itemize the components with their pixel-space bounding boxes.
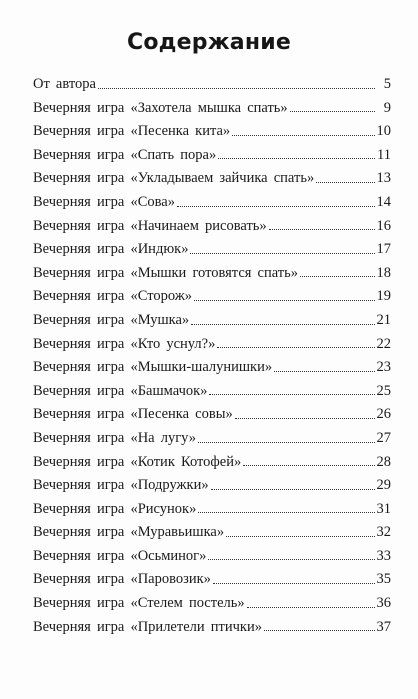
- toc-entry: [33, 545, 391, 569]
- toc-entry-title: Вечерняя игра «Осьминог»: [33, 547, 207, 564]
- toc-entry-page-number: 27: [376, 429, 391, 446]
- toc-entry: [33, 309, 391, 333]
- toc-entry: [33, 120, 391, 144]
- toc-entry-page-number: 37: [376, 618, 391, 635]
- dot-leader: [211, 488, 375, 490]
- toc-entry: [33, 498, 391, 522]
- toc-entry-title: Вечерняя игра «Стелем постель»: [33, 595, 245, 612]
- toc-entry: [33, 167, 391, 191]
- toc-entry: [33, 356, 391, 380]
- dot-leader: [198, 511, 374, 513]
- toc-entry-page-number: 31: [376, 500, 391, 517]
- toc-entry: [33, 380, 391, 404]
- toc-entry: [33, 616, 391, 640]
- toc-entry-title: Вечерняя игра «На лугу»: [33, 429, 197, 446]
- dot-leader: [191, 323, 374, 325]
- page-title: Содержание: [127, 30, 291, 55]
- dot-leader: [198, 441, 374, 443]
- toc-entry: [33, 215, 391, 239]
- toc-entry-title: Вечерняя игра «Мышки-шалунишки»: [33, 359, 273, 376]
- toc-entry-page-number: 9: [383, 99, 391, 116]
- toc-entry-title: Вечерняя игра «Мушка»: [33, 311, 190, 328]
- toc-entry-page-number: 35: [376, 571, 391, 588]
- dot-leader: [213, 582, 375, 584]
- toc-entry: [33, 568, 391, 592]
- toc-entry-page-number: 16: [376, 217, 391, 234]
- toc-entry-title: Вечерняя игра «Кто уснул?»: [33, 335, 216, 352]
- toc-entry-title: Вечерняя игра «Сторож»: [33, 288, 192, 305]
- toc-entry-title: Вечерняя игра «Спать пора»: [33, 146, 217, 163]
- toc-entry-title: Вечерняя игра «Котик Котофей»: [33, 453, 242, 470]
- dot-leader: [218, 157, 375, 159]
- toc-entry-title: Вечерняя игра «Башмачок»: [33, 382, 208, 399]
- toc-entry-title: Вечерняя игра «Песенка кита»: [33, 123, 231, 140]
- dot-leader: [264, 629, 375, 631]
- toc-entry-title: Вечерняя игра «Паровозик»: [33, 571, 211, 588]
- dot-leader: [269, 228, 375, 230]
- toc-entry: [33, 262, 391, 286]
- toc-entry-page-number: 14: [376, 193, 391, 210]
- toc-entry-page-number: 22: [376, 335, 391, 352]
- toc-entry: [33, 427, 391, 451]
- toc-entry-title: Вечерняя игра «Захотела мышка спать»: [33, 99, 288, 116]
- dot-leader: [190, 252, 374, 254]
- dot-leader: [247, 606, 375, 608]
- dot-leader: [300, 275, 374, 277]
- dot-leader: [209, 393, 374, 395]
- toc-entry-title: Вечерняя игра «Подружки»: [33, 477, 209, 494]
- toc-entry-page-number: 26: [376, 406, 391, 423]
- toc-entry-page-number: 33: [376, 547, 391, 564]
- dot-leader: [208, 558, 374, 560]
- toc-entry: [33, 333, 391, 357]
- toc-entry-page-number: 23: [376, 359, 391, 376]
- toc-entry: [33, 592, 391, 616]
- toc-entry: [33, 285, 391, 309]
- toc-entry-page-number: 17: [376, 241, 391, 258]
- toc-entry-page-number: 11: [377, 146, 391, 163]
- toc-entry-title: Вечерняя игра «Муравьишка»: [33, 524, 225, 541]
- toc-entry-page-number: 25: [376, 382, 391, 399]
- toc-entry-title: Вечерняя игра «Укладываем зайчика спать»: [33, 170, 315, 187]
- dot-leader: [274, 370, 374, 372]
- toc-entry-title: Вечерняя игра «Мышки готовятся спать»: [33, 264, 299, 281]
- dot-leader: [217, 346, 374, 348]
- toc-entry-title: Вечерняя игра «Песенка совы»: [33, 406, 233, 423]
- dot-leader: [232, 134, 374, 136]
- dot-leader: [177, 205, 375, 207]
- dot-leader: [290, 110, 375, 112]
- dot-leader: [194, 299, 375, 301]
- toc-entry-title: Вечерняя игра «Сова»: [33, 193, 175, 210]
- toc-entry-page-number: 19: [376, 288, 391, 305]
- toc-entry-title: Вечерняя игра «Прилетели птички»: [33, 618, 262, 635]
- toc-entry-title: От автора: [33, 76, 96, 92]
- toc-entry: [33, 521, 391, 545]
- dot-leader: [316, 181, 374, 183]
- toc-entry-page-number: 5: [383, 76, 391, 92]
- dot-leader: [98, 87, 375, 89]
- toc-entry-page-number: 36: [376, 595, 391, 612]
- toc-entry-page-number: 13: [376, 170, 391, 187]
- toc-entry: [33, 451, 391, 475]
- toc-entry: [33, 191, 391, 215]
- toc-entry: [33, 474, 391, 498]
- toc-entry: [33, 238, 391, 262]
- toc-entry-page-number: 32: [376, 524, 391, 541]
- toc-entry-title: Вечерняя игра «Индюк»: [33, 241, 189, 258]
- dot-leader: [226, 535, 374, 537]
- toc-entry-page-number: 21: [376, 311, 391, 328]
- toc-entry: [33, 73, 391, 97]
- toc-entry-title: Вечерняя игра «Рисунок»: [33, 500, 197, 517]
- toc-entry: [33, 97, 391, 121]
- dot-leader: [235, 417, 375, 419]
- table-of-contents: [33, 73, 391, 639]
- dot-leader: [243, 464, 374, 466]
- toc-entry-title: Вечерняя игра «Начинаем рисовать»: [33, 217, 267, 234]
- toc-entry-page-number: 28: [376, 453, 391, 470]
- toc-entry: [33, 403, 391, 427]
- toc-entry-page-number: 18: [376, 264, 391, 281]
- toc-entry-page-number: 29: [376, 477, 391, 494]
- toc-entry: [33, 144, 391, 168]
- toc-entry-page-number: 10: [376, 123, 391, 140]
